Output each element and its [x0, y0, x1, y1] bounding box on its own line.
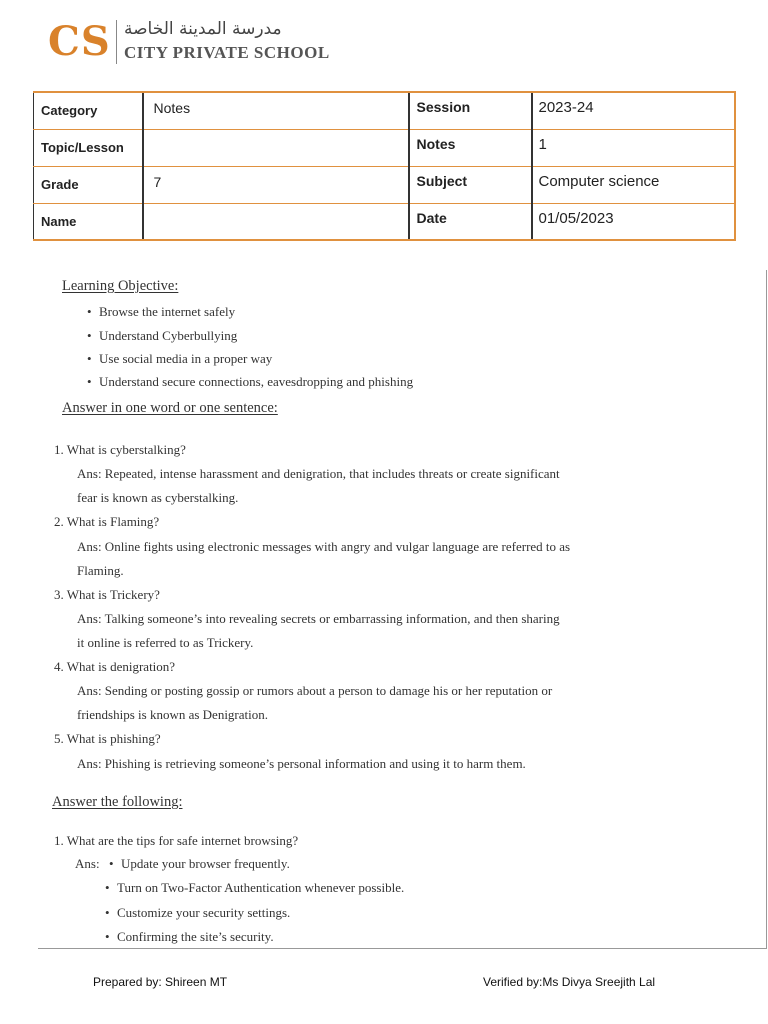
question: 4. What is denigration? — [54, 659, 176, 674]
logo-divider — [116, 20, 117, 64]
name-value — [143, 203, 409, 240]
prepared-by: Prepared by: Shireen MT — [93, 975, 228, 989]
logo-school-name: CITY PRIVATE SCHOOL — [124, 43, 330, 62]
answer-line: Ans: Talking someone’s into revealing secrets or embarrassing information, and then sharing — [77, 611, 560, 626]
answer-line: fear is known as cyberstalking. — [77, 490, 239, 505]
answer-line: Ans: Repeated, intense harassment and denigration, that includes threats or create significant — [77, 466, 560, 481]
objective-item: • Understand Cyberbullying — [99, 328, 237, 344]
date-label: Date — [409, 203, 532, 240]
info-table — [33, 91, 736, 241]
category-label: Category — [34, 92, 143, 129]
section2-heading: Answer the following: — [52, 794, 183, 810]
logo-initials: CS — [48, 18, 111, 65]
info-row-category — [34, 92, 736, 129]
answer-line: Ans: Phishing is retrieving someone’s personal information and using it to harm them. — [77, 756, 526, 771]
question: 2. What is Flaming? — [54, 514, 160, 529]
subject-value: Computer science — [532, 166, 736, 203]
verified-by: Verified by:Ms Divya Sreejith Lal — [483, 975, 656, 989]
answer-line: Ans: Sending or posting gossip or rumors about a person to damage his or her reputation or — [77, 683, 553, 698]
info-row-grade — [34, 166, 736, 203]
question: 1. What are the tips for safe internet browsing? — [54, 833, 299, 848]
topic-value — [143, 129, 409, 166]
session-value: 2023-24 — [532, 92, 736, 129]
info-row-name — [34, 203, 736, 240]
question: 1. What is cyberstalking? — [54, 442, 186, 457]
name-label: Name — [34, 203, 143, 240]
answer-line: it online is referred to as Trickery. — [77, 635, 254, 650]
question: 3. What is Trickery? — [54, 587, 160, 602]
answer-item: • Turn on Two-Factor Authentication whenever possible. — [117, 880, 404, 896]
logo-arabic-name: مدرسة المدينة الخاصة — [124, 19, 282, 39]
grade-value: 7 — [143, 166, 409, 203]
subject-label: Subject — [409, 166, 532, 203]
category-value: Notes — [143, 92, 409, 129]
notes-value: 1 — [532, 129, 736, 166]
answer-line: friendships is known as Denigration. — [77, 707, 269, 722]
notes-label: Notes — [409, 129, 532, 166]
section1-heading: Answer in one word or one sentence: — [62, 400, 278, 416]
topic-label: Topic/Lesson — [34, 129, 143, 166]
question: 5. What is phishing? — [54, 731, 161, 746]
answer-line: Flaming. — [77, 563, 124, 578]
answer-item: • Customize your security settings. — [117, 905, 290, 921]
objective-item: • Use social media in a proper way — [99, 351, 272, 367]
answer-item: • Update your browser frequently. — [121, 856, 290, 872]
answer-item: • Confirming the site’s security. — [117, 929, 274, 945]
objective-item: • Understand secure connections, eavesdropping and phishing — [99, 374, 413, 390]
grade-label: Grade — [34, 166, 143, 203]
learning-objective-heading: Learning Objective: — [62, 278, 179, 294]
answer-prefix: Ans: — [75, 856, 100, 871]
session-label: Session — [409, 92, 532, 129]
info-row-topic — [34, 129, 736, 166]
school-logo — [48, 16, 348, 66]
date-value: 01/05/2023 — [532, 203, 736, 240]
objective-item: • Browse the internet safely — [99, 304, 235, 320]
answer-line: Ans: Online fights using electronic messages with angry and vulgar language are referred to as — [77, 539, 571, 554]
